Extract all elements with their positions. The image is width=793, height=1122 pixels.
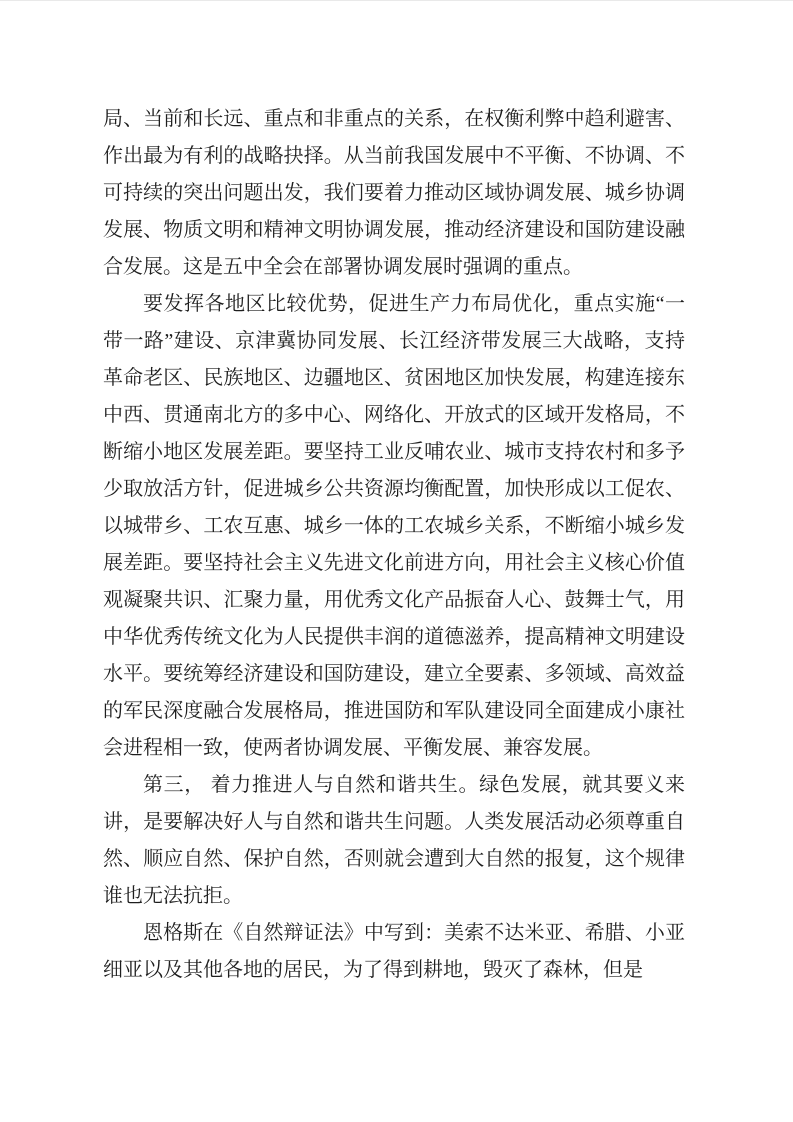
body-paragraph-third-point: 第三， 着力推进人与自然和谐共生。绿色发展，就其要义来讲，是要解决好人与自然和谐共生问题。人类发展活动必须尊重自然、顺应自然、保护自然，否则就会遭到大自然的报复，这个规律谁也无法抗拒。 (103, 774, 685, 907)
body-paragraph-continuation: 局、当前和长远、重点和非重点的关系，在权衡利弊中趋利避害、作出最为有利的战略抉择。从当前我国发展中不平衡、不协调、不可持续的突出问题出发，我们要着力推动区域协调发展、城乡协调发展、物质文明和精神文明协调发展，推动经济建设和国防建设融合发展。这是五中全会在部署协调发展时强调的重点。 (103, 108, 685, 278)
body-paragraph-regional-development: 要发挥各地区比较优势，促进生产力布局优化，重点实施“一带一路”建设、京津冀协同发展、长江经济带发展三大战略，支持革命老区、民族地区、边疆地区、贫困地区加快发展，构建连接东中西、贯通南北方的多中心、网络化、开放式的区域开发格局，不断缩小地区发展差距。要坚持工业反哺农业、城市支持农村和多予少取放活方针，促进城乡公共资源均衡配置，加快形成以工促农、以城带乡、工农互惠、城乡一体的工农城乡关系，不断缩小城乡发展差距。要坚持社会主义先进文化前进方向，用社会主义核心价值观凝聚共识、汇聚力量，用优秀文化产品振奋人心、鼓舞士气，用中华优秀传统文化为人民提供丰润的道德滋养，提高精神文明建设水平。要统筹经济建设和国防建设，建立全要素、多领域、高效益的军民深度融合发展格局，推进国防和军队建设同全面建成小康社会进程相一致，使两者协调发展、平衡发展、兼容发展。 (103, 293, 685, 759)
body-paragraph-engels-quote: 恩格斯在《自然辩证法》中写到：美索不达米亚、希腊、小亚细亚以及其他各地的居民，为了得到耕地，毁灭了森林，但是 (103, 922, 685, 981)
document-text-block (103, 101, 685, 989)
